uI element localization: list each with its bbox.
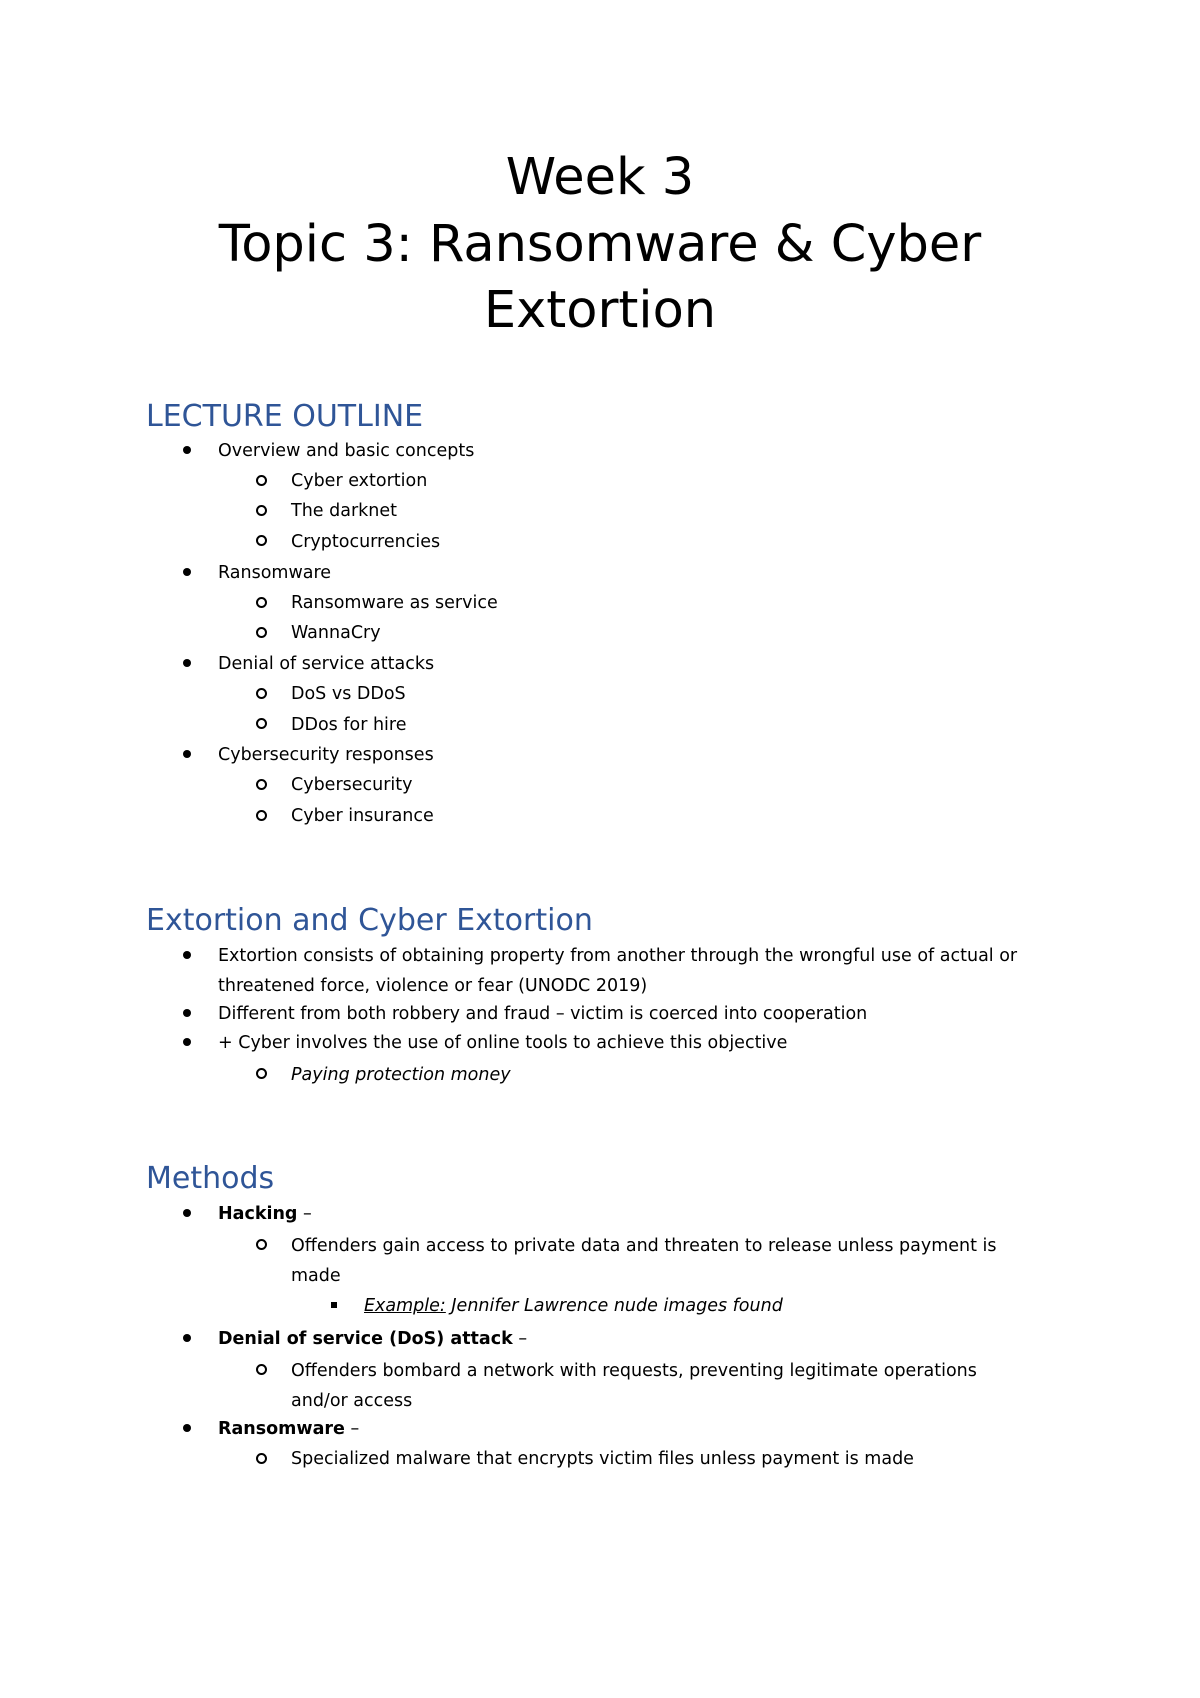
page-title-week: Week 3 <box>505 148 695 207</box>
bullet-dot <box>183 750 191 758</box>
method-ransomware <box>218 1414 359 1444</box>
outline-item: Ransomware <box>218 563 332 583</box>
extortion-item: Different from both robbery and fraud – victim is coerced into cooperation <box>218 1004 868 1024</box>
bullet-dot <box>183 446 191 454</box>
bullet-dot <box>183 659 191 667</box>
bullet-circle <box>256 1068 267 1079</box>
bullet-circle <box>256 475 267 486</box>
method-desc-cont: made <box>291 1266 341 1286</box>
extortion-subitem: Paying protection money <box>291 1065 511 1085</box>
method-desc-cont: and/or access <box>291 1391 413 1411</box>
bullet-square <box>331 1302 337 1308</box>
bullet-dot <box>183 1424 191 1432</box>
method-dash: – <box>344 1419 360 1439</box>
outline-subitem: The darknet <box>291 501 397 521</box>
extortion-heading: Extortion and Cyber Extortion <box>146 903 593 938</box>
method-desc: Offenders bombard a network with requests, preventing legitimate operations <box>291 1361 977 1381</box>
page-title-topic: Topic 3: Ransomware & Cyber <box>218 215 982 274</box>
bullet-dot <box>183 1209 191 1217</box>
method-label: Hacking <box>218 1204 298 1224</box>
bullet-circle <box>256 1239 267 1250</box>
outline-item: Overview and basic concepts <box>218 441 475 461</box>
outline-subitem: Cybersecurity <box>291 775 413 795</box>
bullet-circle <box>256 535 267 546</box>
outline-subitem: Cryptocurrencies <box>291 532 441 552</box>
extortion-item: Extortion consists of obtaining property from another through the wrongful use of actual or <box>218 946 1018 966</box>
extortion-item: + Cyber involves the use of online tools to achieve this objective <box>218 1033 788 1053</box>
bullet-dot <box>183 1038 191 1046</box>
bullet-circle <box>256 1453 267 1464</box>
method-desc: Specialized malware that encrypts victim files unless payment is made <box>291 1449 914 1469</box>
bullet-dot <box>183 568 191 576</box>
bullet-dot <box>183 951 191 959</box>
example-label: Example: <box>364 1296 446 1316</box>
method-dash: – <box>297 1204 312 1224</box>
bullet-dot <box>183 1334 191 1342</box>
outline-item: Denial of service attacks <box>218 654 435 674</box>
outline-item: Cybersecurity responses <box>218 745 434 765</box>
method-desc: Offenders gain access to private data and threaten to release unless payment is <box>291 1236 997 1256</box>
method-example <box>364 1291 783 1321</box>
method-hacking <box>218 1199 312 1229</box>
methods-heading: Methods <box>146 1161 275 1196</box>
bullet-dot <box>183 1009 191 1017</box>
bullet-circle <box>256 718 267 729</box>
example-text: Jennifer Lawrence nude images found <box>445 1296 783 1316</box>
method-label: Denial of service (DoS) attack <box>218 1329 513 1349</box>
bullet-circle <box>256 1364 267 1375</box>
extortion-item-cont: threatened force, violence or fear (UNODC 2019) <box>218 976 648 996</box>
outline-subitem: DDos for hire <box>291 715 407 735</box>
bullet-circle <box>256 505 267 516</box>
bullet-circle <box>256 810 267 821</box>
bullet-circle <box>256 597 267 608</box>
method-dos <box>218 1324 527 1354</box>
method-label: Ransomware <box>218 1419 345 1439</box>
outline-subitem: Cyber insurance <box>291 806 434 826</box>
lecture-outline-heading: LECTURE OUTLINE <box>146 399 424 434</box>
bullet-circle <box>256 779 267 790</box>
outline-subitem: WannaCry <box>291 623 381 643</box>
page-title-topic-cont: Extortion <box>483 281 717 340</box>
bullet-circle <box>256 627 267 638</box>
method-dash: – <box>512 1329 528 1349</box>
bullet-circle <box>256 688 267 699</box>
outline-subitem: Ransomware as service <box>291 593 498 613</box>
outline-subitem: DoS vs DDoS <box>291 684 406 704</box>
outline-subitem: Cyber extortion <box>291 471 428 491</box>
